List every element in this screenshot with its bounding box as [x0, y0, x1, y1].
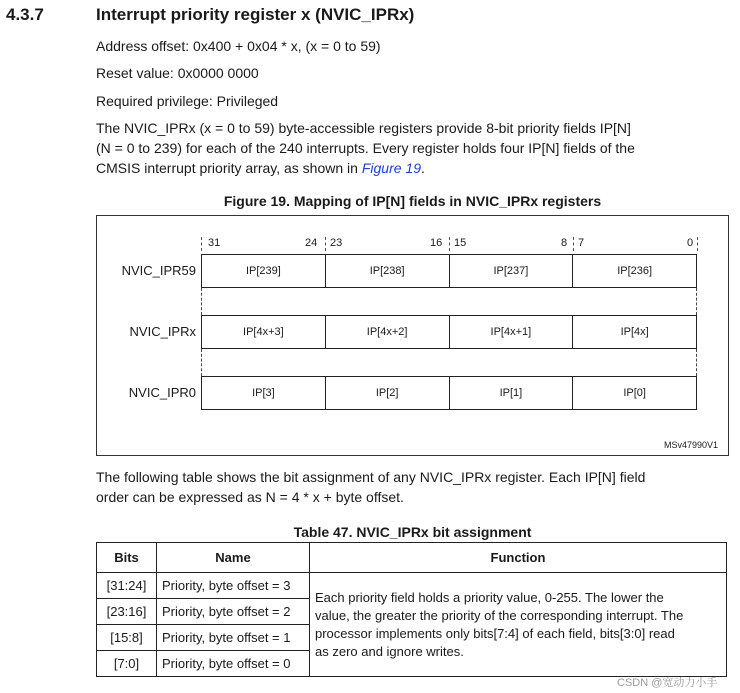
description-period: . [421, 160, 425, 176]
table-intro-line: The following table shows the bit assignment of any NVIC_IPRx register. Each IP[N] field [96, 469, 646, 485]
ip-field: IP[4x] [620, 326, 649, 338]
bit-boundary-tick [449, 237, 450, 251]
bit-label-15: 15 [454, 237, 467, 249]
figure-caption: Figure 19. Mapping of IP[N] fields in NVIC_IPRx registers [223, 193, 602, 209]
name-cell: Priority, byte offset = 3 [157, 573, 310, 599]
register-name-ipr0: NVIC_IPR0 [128, 385, 196, 400]
table-header-row [97, 543, 727, 573]
continuation-line [696, 349, 697, 376]
function-line: processor implements only bits[7:4] of each field, bits[3:0] read [315, 625, 675, 641]
description-line: The NVIC_IPRx (x = 0 to 59) byte-accessible registers provide 8-bit priority fields IP[N] [96, 120, 631, 136]
ip-field: IP[4x+1] [450, 316, 574, 348]
continuation-line [696, 288, 697, 315]
bit-label-24: 24 [305, 237, 318, 249]
table-row [97, 573, 727, 599]
register-ipr0 [201, 376, 697, 410]
bit-boundary-tick [697, 237, 698, 251]
bit-assignment-table [96, 542, 727, 677]
ip-field: IP[3] [202, 377, 326, 409]
ip-field: IP[4x+3] [202, 316, 326, 348]
ip-field: IP[237] [450, 255, 574, 287]
continuation-line [201, 288, 202, 315]
name-cell: Priority, byte offset = 1 [157, 625, 310, 651]
description-line [96, 158, 635, 178]
ip-field: IP[0] [623, 387, 646, 399]
function-line: value, the greater the priority of the corresponding interrupt. The [315, 607, 684, 623]
watermark: CSDN @宽动力小手 [617, 677, 718, 689]
bit-boundary-tick [325, 237, 326, 251]
reset-value: Reset value: 0x0000 0000 [96, 65, 259, 81]
header-name: Name [157, 543, 310, 573]
header-function: Function [310, 543, 727, 573]
bit-boundary-tick [573, 237, 574, 251]
function-line: as zero and ignore writes. [315, 643, 464, 659]
bits-cell: [31:24] [97, 573, 157, 599]
address-offset: Address offset: 0x400 + 0x04 * x, (x = 0 to 59) [96, 38, 381, 54]
bits-cell: [15:8] [97, 625, 157, 651]
header-bits: Bits [97, 543, 157, 573]
register-iprx [201, 315, 697, 349]
bits-cell: [7:0] [97, 651, 157, 677]
register-name-ipr59: NVIC_IPR59 [121, 263, 196, 278]
continuation-line [201, 349, 202, 376]
bit-label-23: 23 [330, 237, 343, 249]
name-cell: Priority, byte offset = 2 [157, 599, 310, 625]
register-name-iprx: NVIC_IPRx [129, 324, 196, 339]
function-line: Each priority field holds a priority value, 0-255. The lower the [315, 589, 664, 605]
ip-field: IP[238] [326, 255, 450, 287]
function-cell [310, 573, 727, 677]
section-number: 4.3.7 [6, 5, 44, 24]
description-text: CMSIS interrupt priority array, as shown in [96, 160, 362, 176]
required-privilege: Required privilege: Privileged [96, 93, 279, 109]
bit-label-16: 16 [430, 237, 443, 249]
ip-field: IP[2] [326, 377, 450, 409]
description-line: (N = 0 to 239) for each of the 240 interrupts. Every register holds four IP[N] fields of the [96, 140, 635, 156]
table-intro [96, 467, 645, 507]
register-ipr59 [201, 254, 697, 288]
bit-boundary-tick [201, 237, 202, 251]
table-caption: Table 47. NVIC_IPRx bit assignment [293, 524, 532, 540]
bit-label-7: 7 [578, 237, 585, 249]
section-title: Interrupt priority register x (NVIC_IPRx) [96, 5, 415, 24]
figure-id: MSv47990V1 [664, 440, 719, 450]
name-cell: Priority, byte offset = 0 [157, 651, 310, 677]
bit-label-31: 31 [208, 237, 221, 249]
table-intro-line: order can be expressed as N = 4 * x + byte offset. [96, 489, 404, 505]
bit-label-0: 0 [687, 237, 694, 249]
ip-field: IP[239] [202, 255, 326, 287]
figure-19-link[interactable]: Figure 19 [361, 160, 421, 176]
ip-field: IP[4x+2] [326, 316, 450, 348]
description-paragraph [96, 118, 635, 178]
bit-label-8: 8 [561, 237, 568, 249]
ip-field: IP[1] [450, 377, 574, 409]
bits-cell: [23:16] [97, 599, 157, 625]
ip-field: IP[236] [617, 265, 653, 277]
